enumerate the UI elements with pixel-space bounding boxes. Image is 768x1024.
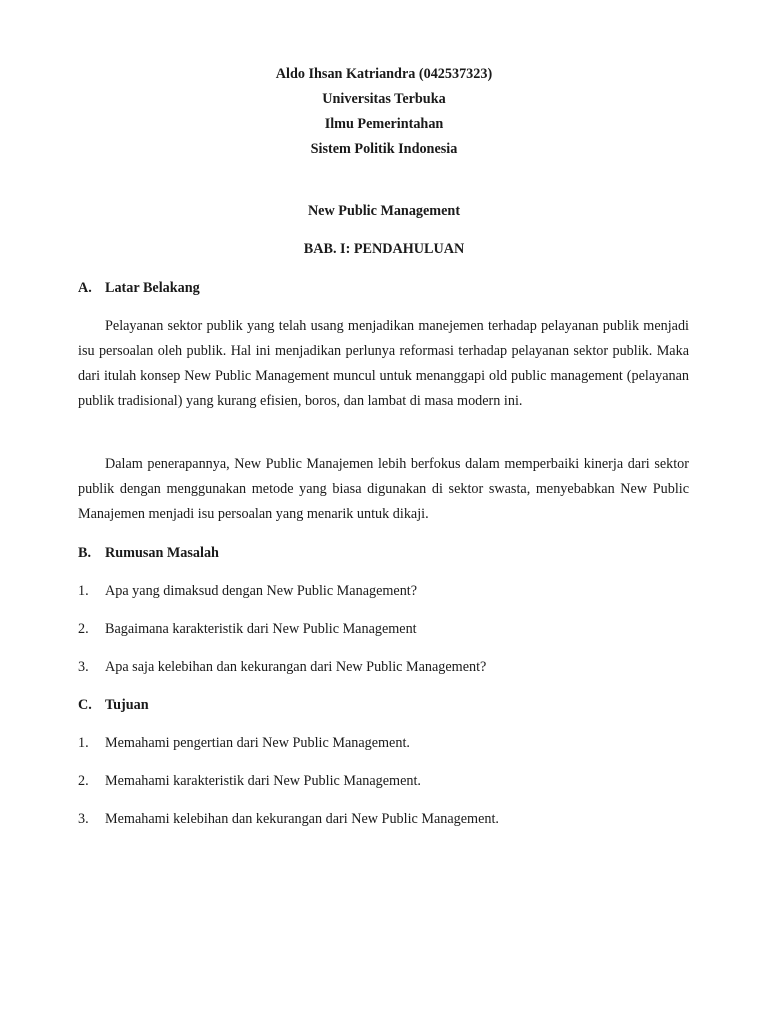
university-line: Universitas Terbuka [322, 91, 446, 107]
list-item [78, 771, 421, 791]
list-text: Bagaimana karakteristik dari New Public Management [105, 621, 417, 637]
list-number: 1. [78, 735, 89, 751]
list-text: Memahami kelebihan dan kekurangan dari New Public Management. [105, 811, 499, 827]
list-item [78, 733, 410, 753]
section-heading-a [78, 278, 200, 298]
list-text: Apa saja kelebihan dan kekurangan dari New Public Management? [105, 659, 487, 675]
section-heading-b [78, 543, 219, 563]
section-letter: C. [78, 697, 92, 713]
document-title: New Public Management [307, 203, 461, 219]
chapter-heading: BAB. I: PENDAHULUAN [303, 241, 465, 257]
course-line: Sistem Politik Indonesia [310, 141, 458, 157]
list-text: Memahami pengertian dari New Public Management. [105, 735, 410, 751]
paragraph: Dalam penerapannya, New Public Manajemen lebih berfokus dalam memperbaiki kinerja dari sektor publik dengan menggunakan metode yang biasa digunakan di sektor swasta, menyebabkan New Public Manajemen menjadi isu persoalan yang menarik untuk dikaji. [78, 456, 689, 522]
list-text: Memahami karakteristik dari New Public Management. [105, 773, 421, 789]
paragraph: Pelayanan sektor publik yang telah usang menjadikan manejemen terhadap pelayanan publik menjadi isu persoalan oleh publik. Hal ini menjadikan perlunya reformasi terhadap pelayanan sektor publik. Maka dari itulah konsep New Public Management muncul untuk menanggapi old public management (pelayanan publik tradisional) yang kurang efisien, boros, dan lambat di masa modern ini. [78, 318, 689, 409]
list-number: 1. [78, 583, 89, 599]
program-line: Ilmu Pemerintahan [324, 116, 444, 132]
list-text: Apa yang dimaksud dengan New Public Management? [105, 583, 418, 599]
list-item [78, 581, 417, 601]
list-number: 2. [78, 773, 89, 789]
section-title: Tujuan [105, 697, 149, 713]
section-letter: A. [78, 280, 92, 296]
author-line: Aldo Ihsan Katriandra (042537323) [275, 66, 493, 82]
list-item [78, 809, 499, 829]
section-letter: B. [78, 545, 92, 561]
title-block [0, 62, 768, 162]
list-number: 3. [78, 659, 89, 675]
section-title: Rumusan Masalah [105, 545, 219, 561]
section-title: Latar Belakang [105, 280, 200, 296]
list-number: 2. [78, 621, 89, 637]
list-item [78, 619, 417, 639]
list-item [78, 657, 486, 677]
list-number: 3. [78, 811, 89, 827]
section-heading-c [78, 695, 149, 715]
